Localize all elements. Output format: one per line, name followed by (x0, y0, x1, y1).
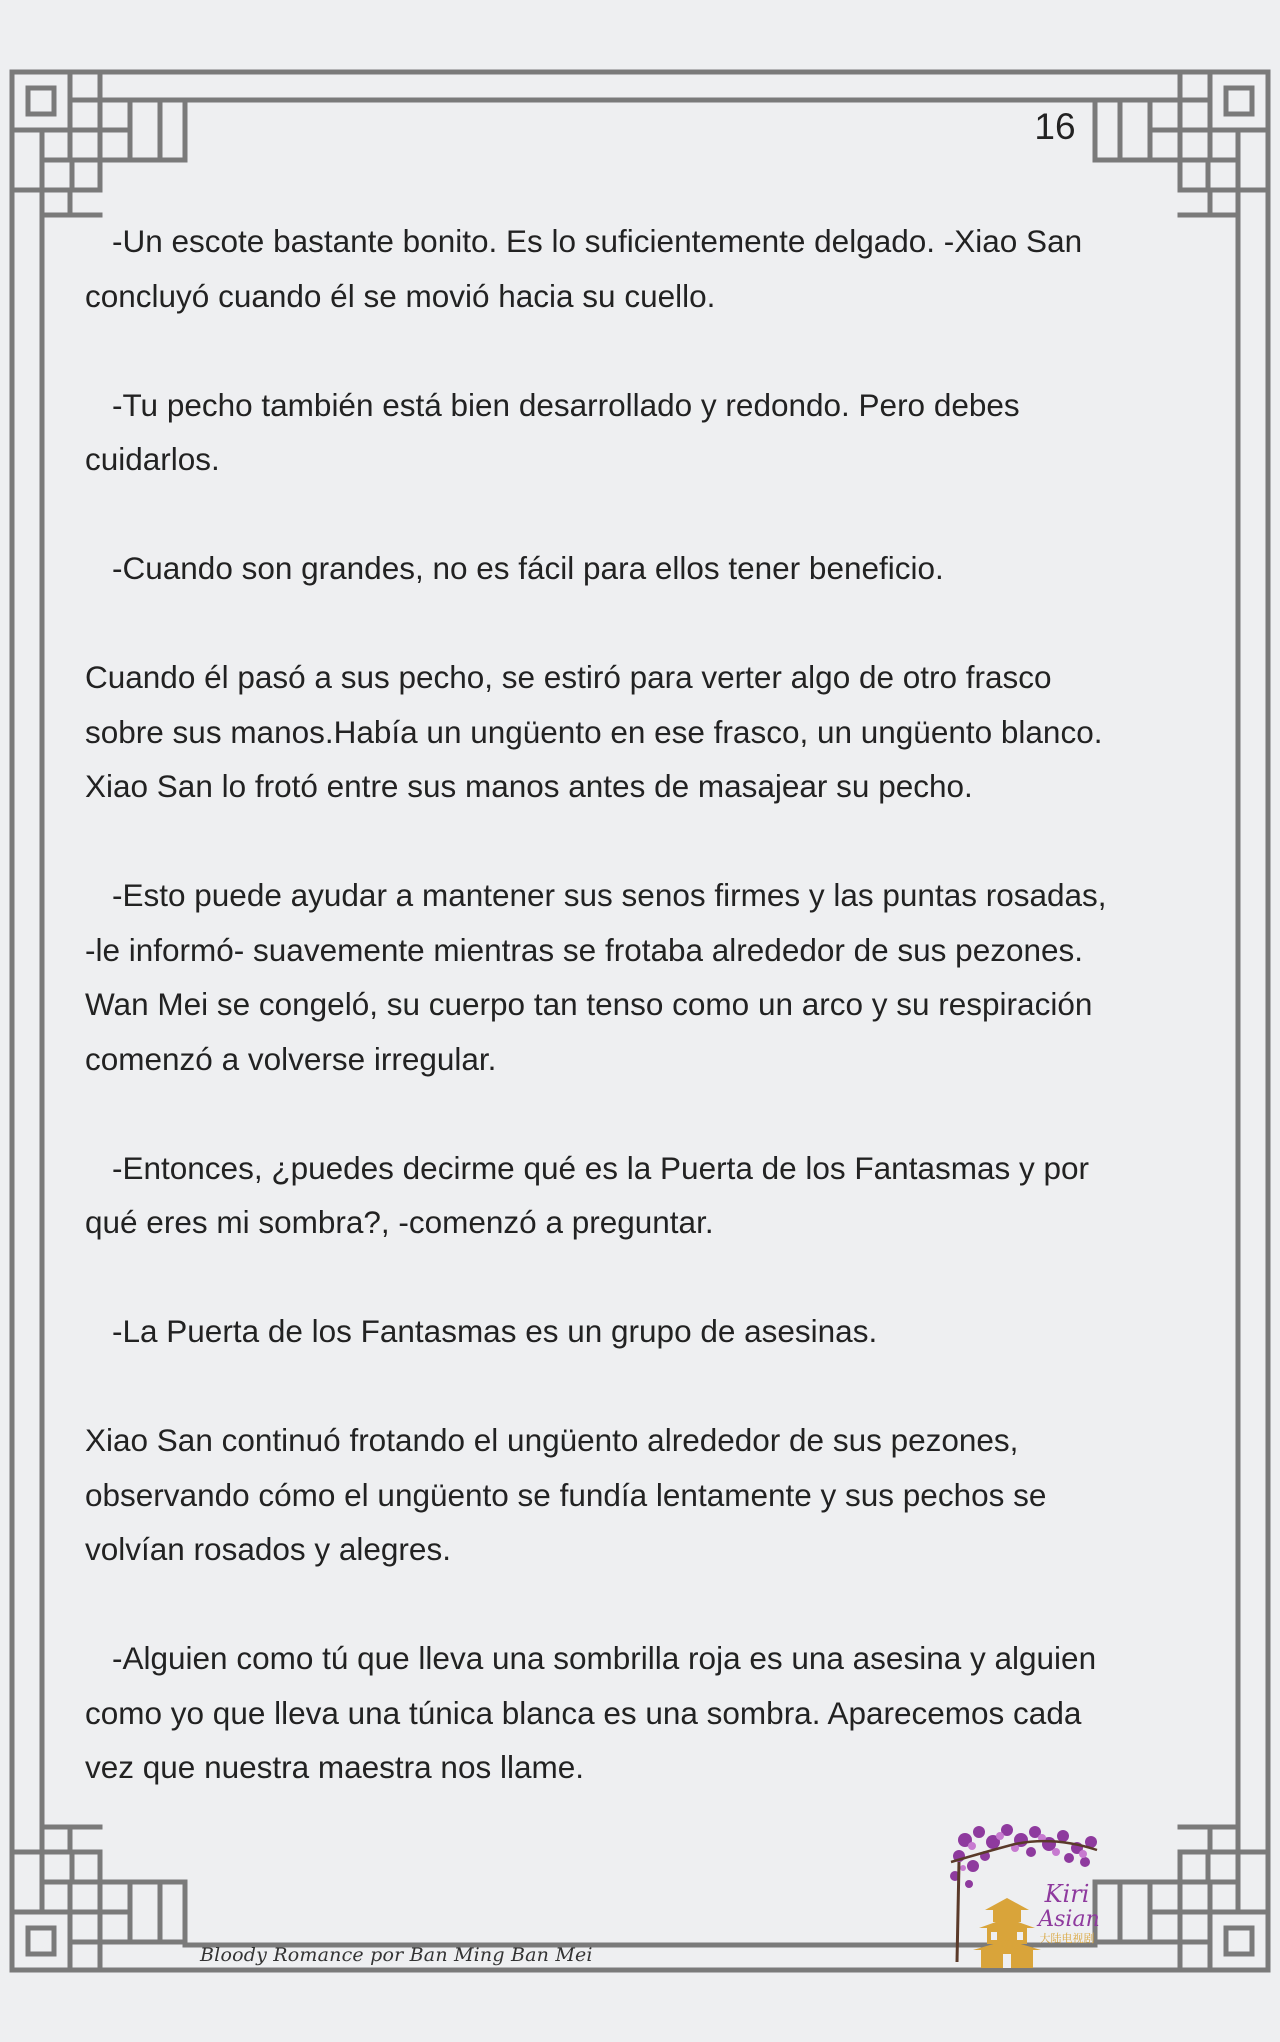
narration-paragraph (85, 1413, 1195, 1577)
text-line: -le informó- suavemente mientras se frotaba alrededor de sus pezones. (85, 931, 1084, 968)
text-line: sobre sus manos.Había un ungüento en ese frasco, un ungüento blanco. (85, 713, 1103, 750)
text-line: concluyó cuando él se movió hacia su cuello. (85, 277, 716, 314)
footer-credit: Bloody Romance por Ban Ming Ban Mei (200, 1944, 593, 1966)
text-line: volvían rosados y alegres. (85, 1531, 451, 1567)
text-line: Cuando él pasó a sus pecho, se estiró para verter algo de otro frasco (85, 659, 1052, 695)
text-line: como yo que lleva una túnica blanca es una sombra. Aparecemos cada (85, 1694, 1082, 1731)
dialog-paragraph (85, 214, 1195, 323)
text-line: -La Puerta de los Fantasmas es un grupo de asesinas. (112, 1313, 878, 1349)
logo-name-2: Asian (1038, 1907, 1100, 1932)
text-line: -Tu pecho también está bien desarrollado y redondo. Pero debes (112, 386, 1020, 423)
text-line: -Un escote bastante bonito. Es lo suficientemente delgado. -Xiao San (112, 223, 1083, 259)
dialog-paragraph (85, 1141, 1195, 1250)
text-line: cuidarlos. (85, 441, 220, 477)
text-line: -Alguien como tú que lleva una sombrilla roja es una asesina y alguien (112, 1640, 1097, 1676)
page-body (85, 214, 1195, 1849)
text-line: -Cuando son grandes, no es fácil para ellos tener beneficio. (112, 550, 944, 586)
kiri-asian-logo (945, 1822, 1105, 1972)
text-line: Wan Mei se congeló, su cuerpo tan tenso como un arco y su respiración (85, 986, 1093, 1022)
text-line: comenzó a volverse irregular. (85, 1040, 497, 1077)
text-line: vez que nuestra maestra nos llame. (85, 1749, 585, 1785)
narration-paragraph (85, 650, 1195, 814)
text-line: Xiao San lo frotó entre sus manos antes de masajear su pecho. (85, 768, 973, 804)
text-line: observando cómo el ungüento se fundía lentamente y sus pechos se (85, 1476, 1047, 1513)
logo-subtitle: 大陆电视剧 (1039, 1932, 1095, 1945)
text-line: qué eres mi sombra?, -comenzó a preguntar. (85, 1204, 714, 1240)
text-line: Xiao San continuó frotando el ungüento alrededor de sus pezones, (85, 1422, 1019, 1458)
dialog-paragraph (85, 868, 1195, 1086)
logo-name: Kiri (1044, 1880, 1090, 1908)
dialog-paragraph (85, 378, 1195, 487)
dialog-paragraph (85, 1631, 1195, 1795)
page-number: 16 (1034, 106, 1076, 147)
text-line: -Entonces, ¿puedes decirme qué es la Puerta de los Fantasmas y por (112, 1149, 1090, 1186)
dialog-paragraph (85, 1304, 1195, 1359)
dialog-paragraph (85, 541, 1195, 596)
text-line: -Esto puede ayudar a mantener sus senos firmes y las puntas rosadas, (112, 877, 1107, 913)
